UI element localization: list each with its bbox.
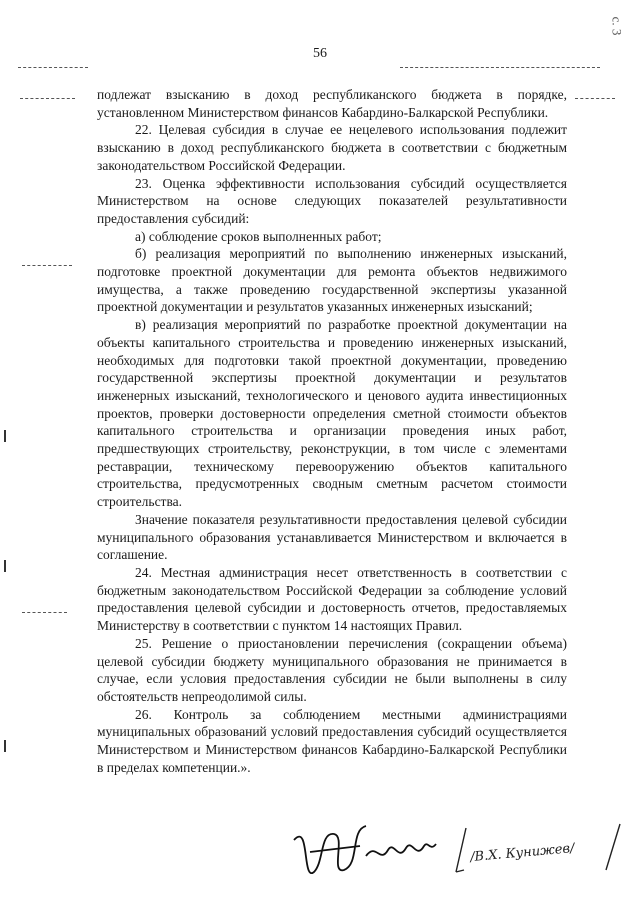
scan-rule-top-right xyxy=(400,67,600,68)
paragraph-25: 25. Решение о приостановлении перечисления (сокращении объема) целевой субсидии бюджету муниципального образования не принимается в случае, если условия предоставления субсидии не были выполнены в силу обстоятельств непреодолимой силы. xyxy=(97,635,567,704)
scan-rule-left-1 xyxy=(20,98,75,99)
paragraph-23-a: а) соблюдение сроков выполненных работ; xyxy=(135,228,382,244)
paragraph-24: 24. Местная администрация несет ответственность в соответствии с бюджетным законодательством Российской Федерации за соблюдение условий предоставления целевой субсидии и достоверность отчетов, предоставляемых Министерству в соответствии с пунктом 14 настоящих Правил. xyxy=(97,564,567,634)
paragraph-26: 26. Контроль за соблюдением местными администрациями муниципальных образований условий предоставления субсидий осуществляется Министерством и Министерством финансов Кабардино-Балкарской Республики в пределах компетенции.». xyxy=(97,706,567,775)
paragraph-23-value: Значение показателя результативности предоставления целевой субсидии муниципального образования устанавливается Министерством и включается в соглашение. xyxy=(97,511,567,563)
page-number: 56 xyxy=(313,46,327,61)
paragraph-23-v: в) реализация мероприятий по разработке проектной документации на объекты капитального строительства и проведению инженерных изысканий, необходимых для подготовки такой проектной документации, проведению государственной экспертизы проектной документации и результатов инженерных изысканий, технологического и ценового аудита инвестиционных проектов, проверки достоверности определения сметной стоимости объектов капитального строительства и организации проведения иных работ, предшествующих строительству, реконструкции, в том числе с элементами реставрации, техническому перевооружению объектов капитального строительства, предусмотренных сводным сметным расчетом стоимости строительства. xyxy=(97,317,567,510)
scan-rule-left-3 xyxy=(22,612,67,613)
scan-edge-mark-1 xyxy=(4,430,6,442)
scan-rule-right-1 xyxy=(575,98,615,99)
signature-name: /В.Х. Кунижев/ xyxy=(469,841,576,866)
scan-rule-top-left xyxy=(18,67,88,68)
corner-mark: с. 3 xyxy=(609,16,625,36)
scan-edge-mark-2 xyxy=(4,560,6,572)
scan-edge-mark-3 xyxy=(4,740,6,752)
paragraph-22: 22. Целевая субсидия в случае ее нецелевого использования подлежит взысканию в доход республиканского бюджета в соответствии с бюджетным законодательством Российской Федерации. xyxy=(97,122,567,173)
paragraph-23-b: б) реализация мероприятий по выполнению инженерных изысканий, подготовке проектной документации для ремонта объектов недвижимого имущества, а также проведению государственной экспертизы указанной проектной документации и результатов указанных инженерных изысканий; xyxy=(97,246,567,315)
document-body xyxy=(97,86,567,776)
paragraph-continuation: подлежат взысканию в доход республиканского бюджета в порядке, установленном Министерством финансов Кабардино-Балкарской Республики. xyxy=(97,87,567,120)
scan-rule-left-2 xyxy=(22,265,72,266)
paragraph-23: 23. Оценка эффективности использования субсидий осуществляется Министерством на основе следующих показателей результативности предоставления субсидий: xyxy=(97,175,567,226)
